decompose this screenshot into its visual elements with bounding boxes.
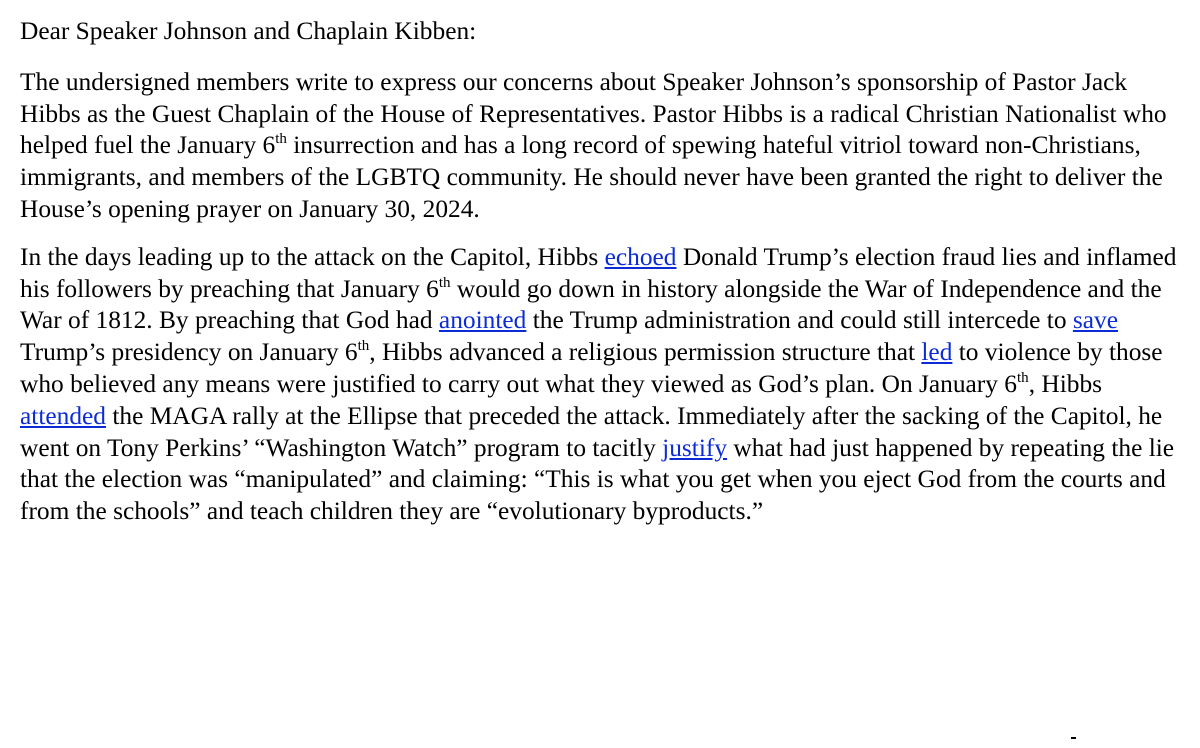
link-anointed[interactable]: anointed [438, 306, 527, 335]
paragraph-text: would go down in history alongside the War of Independence and the War of 1812. By preaching that God had [20, 274, 1162, 335]
ordinal-suffix: th [275, 131, 287, 148]
ordinal-suffix: th [357, 338, 370, 355]
paragraph-text: Trump’s presidency on January 6 [20, 338, 358, 367]
paragraph-concerns [20, 67, 1190, 226]
paragraph-january-6 [20, 242, 1190, 528]
paragraph-text: In the days leading up to the attack on the Capitol, Hibbs [20, 242, 605, 271]
link-echoed[interactable]: echoed [604, 242, 677, 271]
paragraph-text: Donald Trump’s election fraud lies and inflamed his followers by preaching that January 6 [20, 242, 1177, 303]
ordinal-suffix: th [1017, 369, 1029, 386]
letter-greeting: Dear Speaker Johnson and Chaplain Kibben: [20, 17, 477, 45]
link-attended[interactable]: attended [20, 401, 107, 430]
ordinal-suffix: th [438, 274, 451, 291]
link-save[interactable]: save [1072, 306, 1119, 335]
paragraph-text: to violence by those who believed any means were justified to carry out what they viewed as God’s plan. On January 6 [20, 338, 1163, 398]
cropped-text-fragment [1071, 737, 1076, 739]
paragraph-text: the Trump administration and could still intercede to [526, 306, 1073, 335]
link-led[interactable]: led [921, 338, 953, 367]
paragraph-text: , Hibbs advanced a religious permission structure that [369, 338, 922, 367]
paragraph-concerns-text-cont: insurrection and has a long record of spewing hateful vitriol toward non-Christians, immigrants, and members of the LGBTQ community. He should never have been granted the right to deliver the House’s opening prayer on January 30, 2024. [20, 131, 1163, 223]
paragraph-text: what had just happened by repeating the lie that the election was “manipulated” and claiming: “This is what you get when you eject God from the courts and from the schools” and teach children they are “evolutionary byproducts.” [20, 433, 1175, 526]
paragraph-text: the MAGA rally at the Ellipse that preceded the attack. Immediately after the sacking of the Capitol, he went on Tony Perkins’ “Washington Watch” program to tacitly [20, 401, 1163, 462]
link-justify[interactable]: justify [662, 433, 728, 462]
paragraph-text: , Hibbs [1028, 369, 1103, 398]
paragraph-concerns-text: The undersigned members write to express our concerns about Speaker Johnson’s sponsorship of Pastor Jack Hibbs as the Guest Chaplain of the House of Representatives. Pastor Hibbs is a radical Christian Nationalist who helped fuel the January 6 [20, 67, 1167, 160]
letter-body [20, 16, 1190, 544]
